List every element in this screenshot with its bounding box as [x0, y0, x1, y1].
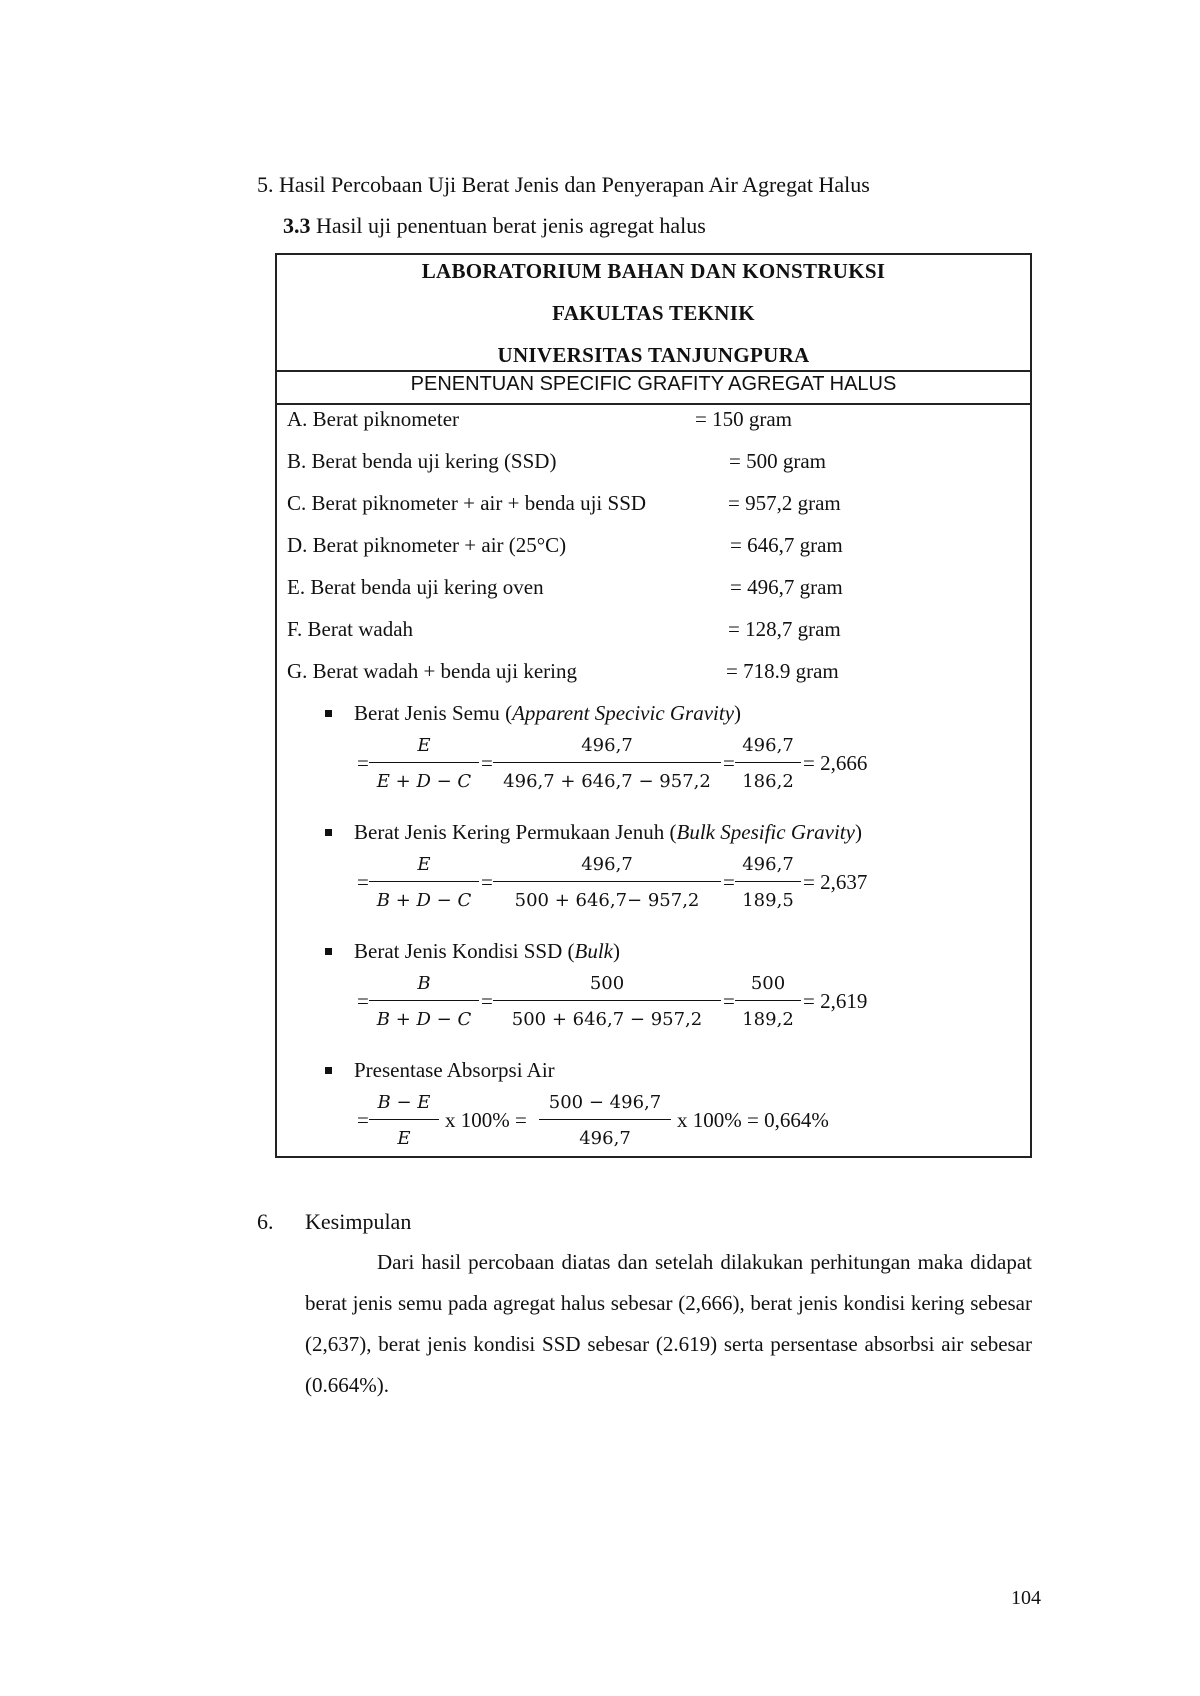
equals-sign: =: [357, 751, 369, 775]
calc-absorption-multiplier: x 100% =: [445, 1108, 527, 1132]
calc-ssd-result: = 2,619: [803, 989, 868, 1013]
page-number: 104: [1011, 1587, 1041, 1609]
divider: [277, 370, 1030, 372]
calc-bulk-label: Berat Jenis Kering Permukaan Jenuh (Bulk Spesific Gravity): [325, 820, 862, 845]
equals-sign: =: [723, 870, 735, 894]
equals-sign: =: [357, 1108, 369, 1132]
bullet-icon: [325, 710, 332, 717]
calc-apparent-simplified: $\frac{496,7}{186,2}$: [735, 735, 801, 792]
item-g-label: G. Berat wadah + benda uji kering: [287, 659, 578, 683]
section-title: Hasil Percobaan Uji Berat Jenis dan Penyerapan Air Agregat Halus: [279, 172, 870, 197]
equals-sign: =: [357, 989, 369, 1013]
calc-apparent-substitution: $\frac{496,7}{496,7 + 646,7 - 957,2}$: [493, 735, 721, 792]
calc-absorption-formula: $\frac{B - E}{E}$: [369, 1092, 439, 1149]
section-6-title: Kesimpulan: [305, 1209, 412, 1234]
calc-ssd-formula: $\frac{B}{B + D - C}$: [369, 973, 479, 1030]
equals-sign: =: [481, 751, 493, 775]
equals-sign: =: [723, 751, 735, 775]
item-d-value: = 646,7 gram: [730, 533, 843, 557]
section-5-heading: [257, 172, 870, 198]
lab-name: LABORATORIUM BAHAN DAN KONSTRUKSI: [421, 259, 886, 283]
calc-bulk-result: = 2,637: [803, 870, 868, 894]
item-b-label: B. Berat benda uji kering (SSD): [287, 449, 557, 473]
item-d-label: D. Berat piknometer + air (25°C): [287, 533, 567, 557]
conclusion-paragraph: Dari hasil percobaan diatas dan setelah dilakukan perhitungan maka didapat berat jenis semu pada agregat halus sebesar (2,666), berat jenis kondisi kering sebesar (2,637), berat jenis kondisi SSD sebesar (2.619) serta persentase absorbsi air sebesar (0.664%).: [305, 1250, 1032, 1397]
calc-absorption-label: Presentase Absorpsi Air: [325, 1058, 555, 1083]
calc-bulk-substitution: $\frac{496,7}{500 + 646,7- 957,2}$: [493, 854, 721, 911]
equals-sign: =: [481, 989, 493, 1013]
table-subtitle: PENENTUAN SPECIFIC GRAFITY AGREGAT HALUS: [410, 373, 897, 395]
calc-apparent-formula: $\frac{E}{E + D - C}$: [369, 735, 479, 792]
calc-ssd-substitution: $\frac{500}{500 + 646,7 - 957,2}$: [493, 973, 721, 1030]
item-g-value: = 718.9 gram: [726, 659, 839, 683]
divider: [277, 403, 1030, 405]
item-e-value: = 496,7 gram: [730, 575, 843, 599]
item-b-value: = 500 gram: [729, 449, 826, 473]
item-c-value: = 957,2 gram: [728, 491, 841, 515]
equals-sign: =: [481, 870, 493, 894]
bullet-icon: [325, 829, 332, 836]
item-c-label: C. Berat piknometer + air + benda uji SSD: [287, 491, 647, 515]
equals-sign: =: [723, 989, 735, 1013]
subsection-title: Hasil uji penentuan berat jenis agregat halus: [316, 213, 706, 238]
calc-bulk-formula: $\frac{E}{B + D - C}$: [369, 854, 479, 911]
calc-absorption-substitution: $\frac{500 - 496,7}{496,7}$: [539, 1092, 671, 1149]
calc-ssd-simplified: $\frac{500}{189,2}$: [735, 973, 801, 1030]
section-number: 5.: [257, 172, 274, 197]
calc-absorption-result: x 100% = 0,664%: [677, 1108, 829, 1132]
lab-result-table: [275, 253, 1032, 1158]
item-f-label: F. Berat wadah: [287, 617, 414, 641]
university-name: UNIVERSITAS TANJUNGPURA: [497, 343, 810, 367]
item-e-label: E. Berat benda uji kering oven: [287, 575, 544, 599]
calc-bulk-simplified: $\frac{496,7}{189,5}$: [735, 854, 801, 911]
calc-ssd-label: Berat Jenis Kondisi SSD (Bulk): [325, 939, 620, 964]
equals-sign: =: [357, 870, 369, 894]
faculty-name: FAKULTAS TEKNIK: [552, 301, 755, 325]
item-a-value: = 150 gram: [695, 407, 792, 431]
section-6-number: 6.: [257, 1209, 274, 1234]
item-a-label: A. Berat piknometer: [287, 407, 460, 431]
item-f-value: = 128,7 gram: [728, 617, 841, 641]
subsection-heading: [283, 213, 706, 239]
bullet-icon: [325, 1067, 332, 1074]
calc-apparent-result: = 2,666: [803, 751, 868, 775]
bullet-icon: [325, 948, 332, 955]
calc-apparent-label: Berat Jenis Semu (Apparent Specivic Gravity): [325, 701, 741, 726]
subsection-number: 3.3: [283, 213, 311, 238]
